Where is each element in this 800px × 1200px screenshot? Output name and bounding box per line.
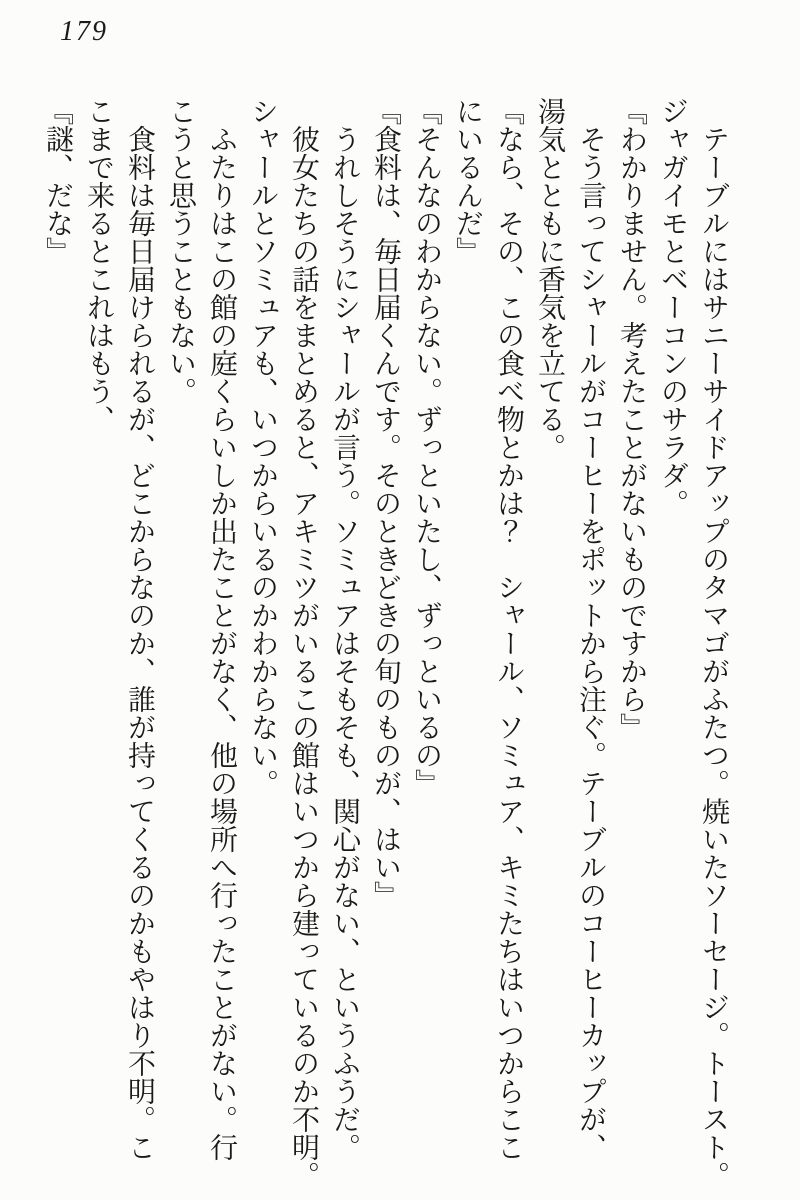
text-line: 『なら、その、この食べ物とかは？ シャール、ソミュア、キミたちはいつからここ — [493, 97, 524, 1161]
text-line: 彼女たちの話をまとめると、アキミツがいるこの館はいつから建っているのか不明。 — [288, 97, 319, 1189]
text-line: 湯気とともに香気を立てる。 — [534, 97, 565, 461]
text-line: 『わかりません。考えたことがないものですから』 — [616, 97, 647, 741]
text-line: こうと思うこともない。 — [165, 97, 196, 405]
text-line: こまで来るとこれはもう、 — [83, 97, 114, 433]
text-line: 食料は毎日届けられるが、どこからなのか、誰が持ってくるのかもやはり不明。こ — [124, 97, 155, 1161]
text-line: シャールとソミュアも、いつからいるのかわからない。 — [247, 97, 278, 797]
text-line: 『謎、だな』 — [42, 97, 73, 265]
page-text — [37, 97, 734, 1189]
text-line: 『食料は、毎日届くんです。そのときどきの旬のものが、はい』 — [370, 97, 401, 909]
page-number: 179 — [60, 16, 108, 47]
text-line: ふたりはこの館の庭くらいしか出たことがなく、他の場所へ行ったことがない。行 — [206, 97, 237, 1161]
text-line: うれしそうにシャールが言う。ソミュアはそもそも、関心がない、というふうだ。 — [329, 97, 360, 1161]
text-line: にいるんだ』 — [452, 97, 483, 265]
text-line: 『そんなのわからない。ずっといたし、ずっといるの』 — [411, 97, 442, 797]
text-line: ジャガイモとベーコンのサラダ。 — [657, 97, 688, 517]
text-line: テーブルにはサニーサイドアップのタマゴがふたつ。焼いたソーセージ。トースト。 — [698, 97, 729, 1189]
text-line: そう言ってシャールがコーヒーをポットから注ぐ。テーブルのコーヒーカップが、 — [575, 97, 606, 1161]
